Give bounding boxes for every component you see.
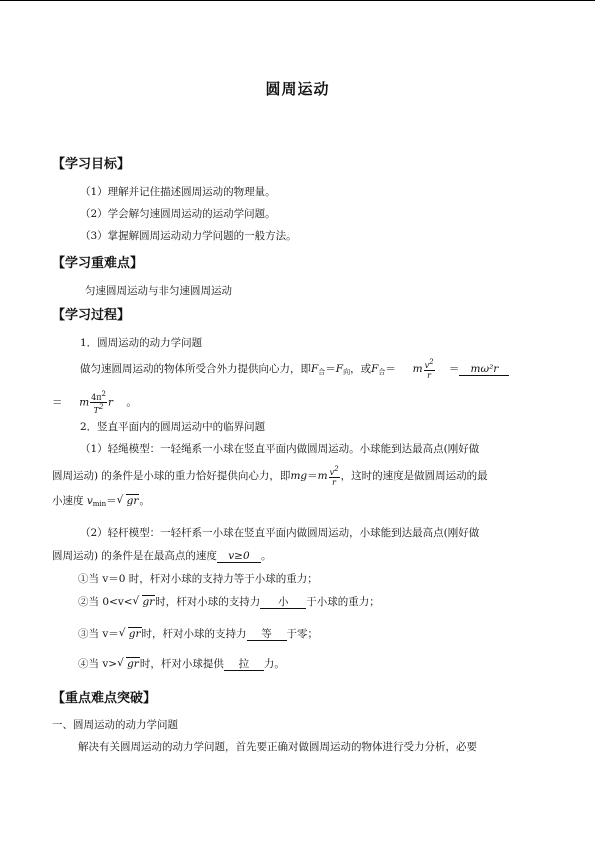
v-squared-over-r-fraction: $\frac{v^2}{r}$	[424, 358, 434, 380]
process-item-1-line2: ＝ m $\frac{4\pi^2}{T^2}$ r 。	[52, 390, 137, 415]
heading-breakthrough: 【重点难点突破】	[52, 691, 157, 706]
document-title: 圆周运动	[265, 80, 330, 98]
breakthrough-subheading-1: 一、圆周运动的动力学问题	[52, 719, 178, 731]
light-rope-line-3: 小速度 $v_{min}=√$ gr。	[52, 494, 150, 511]
process-item-1-line1: 做匀速圆周运动的物体所受合外力提供向心力，即$F_合=F_向$，或$F_合=$ m $\frac{v^2}{r}$ ＝ mω²r	[80, 358, 509, 380]
key-points-text: 匀速圆周运动与非匀速圆周运动	[85, 285, 232, 297]
heading-key-points: 【学习重难点】	[52, 256, 144, 271]
blank-m-omega-squared-r: mω²r	[459, 363, 509, 376]
goal-item-1: （1）理解并记住描述圆周运动的物理量。	[80, 186, 276, 198]
v-squared-over-r-fraction-2: $\frac{v^2}{r}$	[329, 465, 339, 487]
rod-case-4: ④当 v>√ gr时，杆对小球提供 拉 力。	[78, 657, 285, 671]
blank-pull: 拉	[224, 658, 264, 671]
blank-equal: 等	[247, 628, 287, 641]
page-top-border	[0, 0, 595, 1]
blank-less: 小	[260, 596, 306, 609]
sqrt-gr: √ gr	[117, 494, 140, 508]
rod-case-3: ③当 v＝√ gr时，杆对小球的支持力 等 于零；	[78, 627, 318, 641]
light-rope-line-1: （1）轻绳模型：一轻绳系一小球在竖直平面内做圆周运动。小球能到达最高点(刚好做	[80, 443, 480, 455]
process-item-2-title: 2．竖直平面内的圆周运动中的临界问题	[80, 421, 266, 433]
four-pi-squared-over-t-squared-fraction: $\frac{4\pi^2}{T^2}$	[91, 390, 106, 415]
blank-v-min-zero: v≥0	[217, 550, 261, 563]
goal-item-3: （3）掌握解圆周运动动力学问题的一般方法。	[80, 230, 297, 242]
heading-learning-goals: 【学习目标】	[52, 157, 131, 172]
breakthrough-paragraph-1: 解决有关圆周运动的动力学问题，首先要正确对做圆周运动的物体进行受力分析，必要	[78, 741, 477, 753]
goal-item-2: （2）学会解匀速圆周运动的运动学问题。	[80, 208, 276, 220]
rod-case-2: ②当 0<v<√ gr时，杆对小球的支持力 小 于小球的重力；	[78, 595, 380, 609]
light-rope-line-2: 圆周运动) 的条件是小球的重力恰好提供向心力，即mg＝m $\frac{v^2}{r}$ ，这时的速度是做圆周运动的最	[52, 465, 488, 487]
light-rod-line-2: 圆周运动) 的条件是在最高点的速度 v≥0 。	[52, 550, 272, 562]
light-rod-line-1: （2）轻杆模型：一轻杆系一小球在竖直平面内做圆周运动，小球能到达最高点(刚好做	[80, 527, 480, 539]
rod-case-1: ①当 v＝0 时，杆对小球的支持力等于小球的重力；	[78, 573, 318, 585]
heading-learning-process: 【学习过程】	[52, 308, 131, 323]
process-item-1-title: 1．圆周运动的动力学问题	[80, 337, 203, 349]
